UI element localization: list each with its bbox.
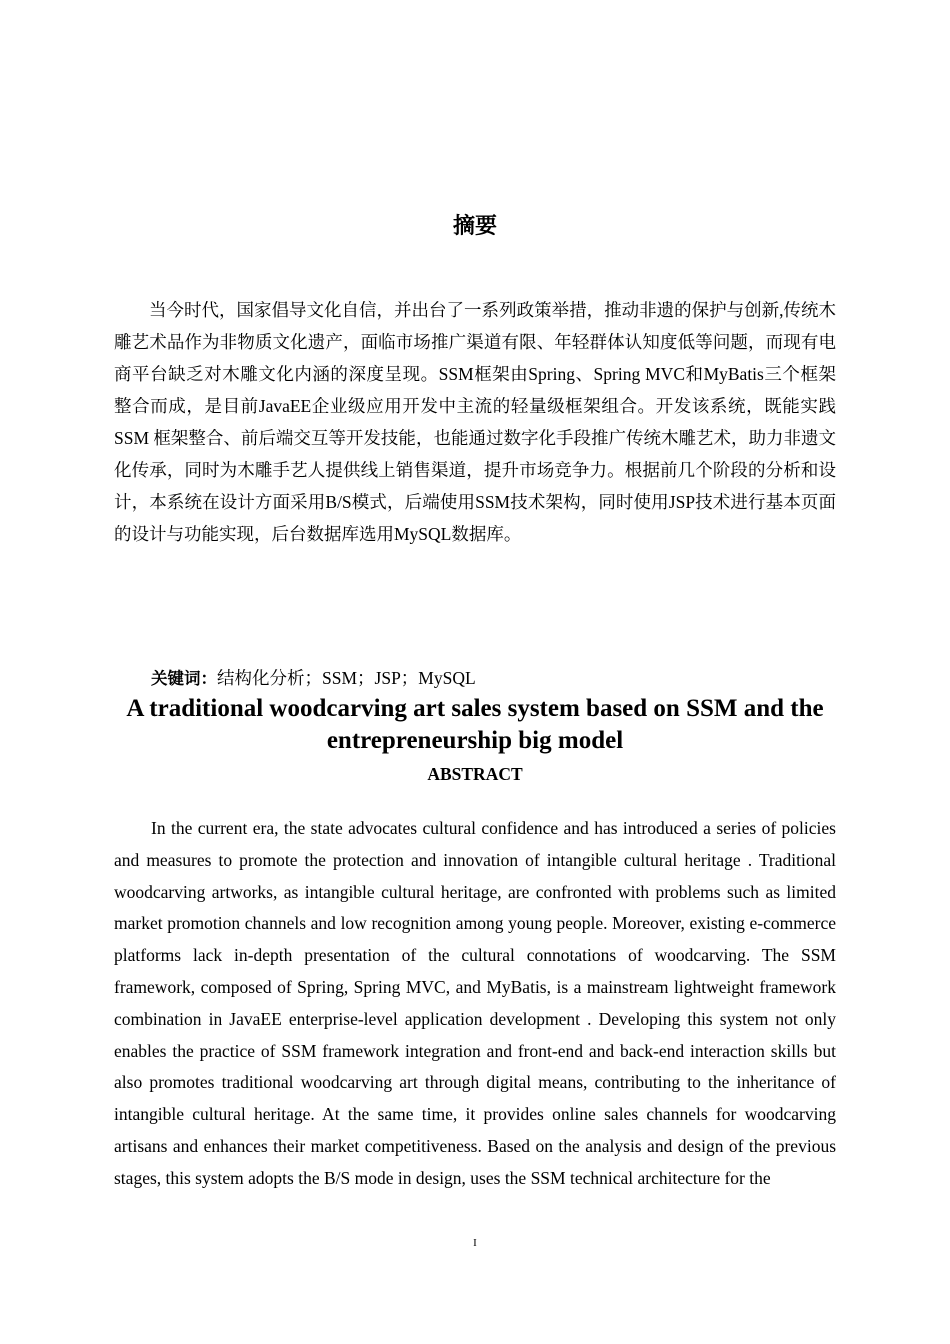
- english-abstract-body: In the current era, the state advocates cultural confidence and has introduced a series of policies and measures to promote the protection and innovation of intangible cultural heritage . Traditional woodcarving artworks, as intangible cultural heritage, are confronted with problems such as limited market promotion channels and low recognition among young people. Moreover, existing e-commerce platforms lack in-depth presentation of the cultural connotations of woodcarving. The SSM framework, composed of Spring, Spring MVC, and MyBatis, is a mainstream lightweight framework combination in JavaEE enterprise-level application development . Developing this system not only enables the practice of SSM framework integration and front-end and back-end interaction skills but also promotes traditional woodcarving art through digital means, contributing to the inheritance of intangible cultural heritage. At the same time, it provides online sales channels for woodcarving artisans and enhances their market competitiveness. Based on the analysis and design of the previous stages, this system adopts the B/S mode in design, uses the SSM technical architecture for the: [114, 818, 836, 1188]
- page-number: I: [473, 1237, 477, 1249]
- keywords-value: 结构化分析；SSM；JSP；MySQL: [217, 668, 476, 688]
- english-abstract-heading: ABSTRACT: [427, 764, 523, 784]
- keywords-label: 关键词：: [151, 669, 217, 688]
- chinese-abstract-body: 当今时代，国家倡导文化自信，并出台了一系列政策举措，推动非遗的保护与创新,传统木雕艺术品作为非物质文化遗产，面临市场推广渠道有限、年轻群体认知度低等问题，而现有电商平台缺乏对木雕文化内涵的深度呈现。SSM框架由Spring、Spring MVC和MyBatis三个框架整合而成，是目前JavaEE企业级应用开发中主流的轻量级框架组合。开发该系统，既能实践 SSM 框架整合、前后端交互等开发技能，也能通过数字化手段推广传统木雕艺术，助力非遗文化传承，同时为木雕手艺人提供线上销售渠道，提升市场竞争力。根据前几个阶段的分析和设计，本系统在设计方面采用B/S模式，后端使用SSM技术架构，同时使用JSP技术进行基本页面的设计与功能实现，后台数据库选用MySQL数据库。: [114, 300, 836, 544]
- chinese-abstract-title: 摘要: [452, 214, 497, 239]
- english-paper-title: A traditional woodcarving art sales system based on SSM and the entrepreneurship big model: [126, 695, 824, 754]
- keywords-line: [151, 664, 476, 693]
